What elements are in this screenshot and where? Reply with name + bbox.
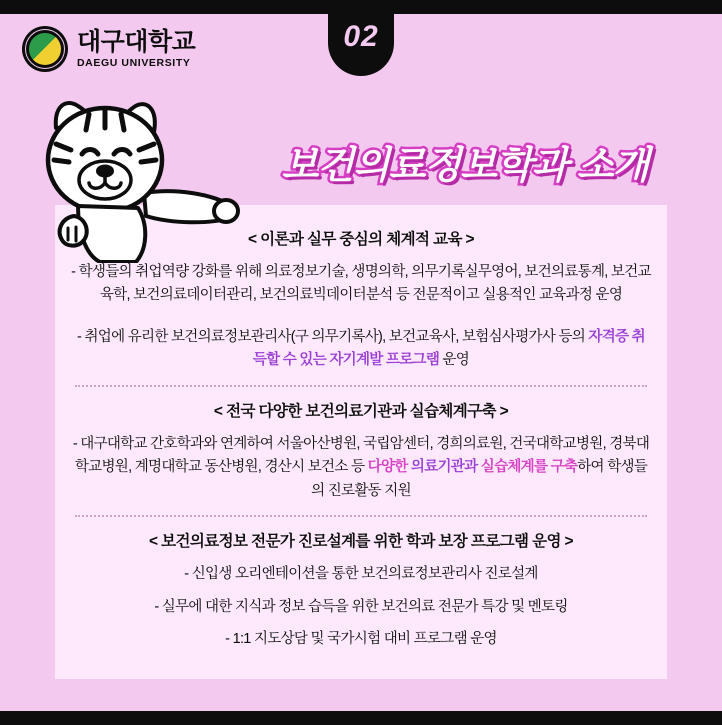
section-3-paragraph-1 xyxy=(71,563,651,585)
section-heading-3: < 보건의료정보 전문가 진로설계를 위한 학과 보장 프로그램 운영 > xyxy=(149,533,573,551)
section-2-paragraph-1 xyxy=(71,433,651,503)
page-title-text: 보건의료정보학과 소개 xyxy=(281,145,649,187)
brand-name-english: DAEGU UNIVERSITY xyxy=(77,56,191,69)
text-run: - 학생들의 취업역량 강화를 위해 의료정보기술, 생명의학, 의무기록실무영어, 보건의료통계, 보건교육학, 보건의료데이터관리, 보건의료빅데이터분석 등 전문적이고 실용적인 교육과정 운영 xyxy=(71,264,651,304)
page-number-tab xyxy=(328,0,394,76)
section-heading-2: < 전국 다양한 보건의료기관과 실습체계구축 > xyxy=(213,402,509,420)
text-run: - 신입생 오리엔테이션을 통한 보건의료정보관리사 진로설계 xyxy=(184,566,538,583)
brand-logo xyxy=(22,26,195,72)
text-run-highlight: 실습체계를 구축 xyxy=(480,459,578,476)
section-3-paragraph-2 xyxy=(71,596,651,618)
university-seal-icon xyxy=(22,26,68,72)
text-run: - 대구대학교 간호학과와 연계하여 서울아산병원, 국립암센터, 경희의료원, 건국대학교병원, 경북대학교병원, 계명대학교 동산병원, 경산시 보건소 등 xyxy=(72,435,650,476)
text-run-highlight: 자격증 취득할 수 있는 자기계발 프로그램 xyxy=(252,328,645,369)
section-heading-1: < 이론과 실무 중심의 체계적 교육 > xyxy=(248,231,474,248)
text-run-highlight: 의료기관과 xyxy=(407,459,481,476)
page-title xyxy=(236,134,694,189)
text-run: - 취업에 유리한 보건의료정보관리사(구 의무기록사), 보건교육사, 보험심사평가사 등의 xyxy=(77,328,589,345)
top-bar-right xyxy=(392,0,722,14)
top-bar-left xyxy=(0,0,330,14)
brand-name-korean: 대구대학교 xyxy=(77,28,196,57)
text-run: 운영 xyxy=(439,352,470,369)
tiger-mascot-icon xyxy=(26,88,241,263)
section-divider xyxy=(75,385,647,387)
section-3-paragraph-3 xyxy=(71,628,651,650)
text-run: 하여 학생들의 진로활동 지원 xyxy=(311,459,648,499)
text-run: - 1:1 지도상담 및 국가시험 대비 프로그램 운영 xyxy=(225,631,497,648)
text-run-highlight: 다양한 xyxy=(367,459,408,476)
brand-text xyxy=(77,29,195,68)
section-1-paragraph-2 xyxy=(71,326,651,373)
content-panel xyxy=(55,205,667,679)
section-1-paragraph-1 xyxy=(71,261,651,308)
page-number: 02 xyxy=(343,20,379,53)
section-divider xyxy=(75,515,647,517)
text-run: - 실무에 대한 지식과 정보 습득을 위한 보건의료 전문가 특강 및 멘토링 xyxy=(154,598,568,615)
bottom-bar xyxy=(0,711,722,725)
